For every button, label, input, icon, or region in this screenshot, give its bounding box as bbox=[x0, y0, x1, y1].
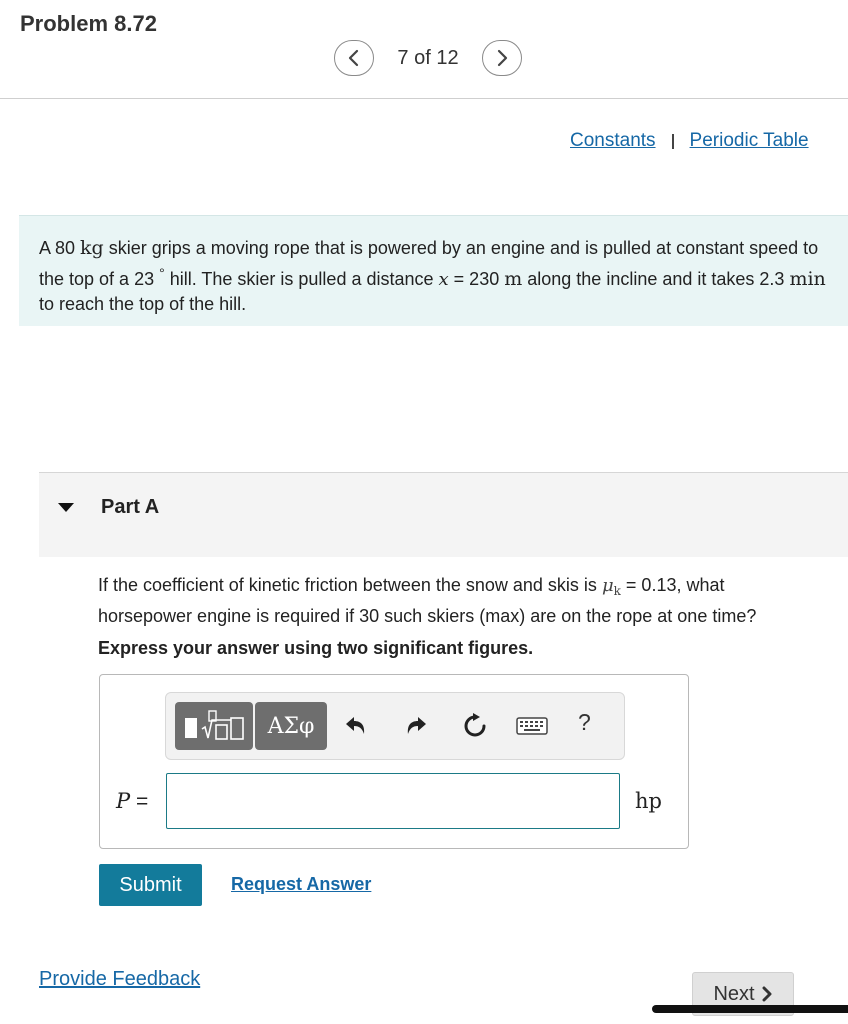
statement-text: = 230 bbox=[448, 268, 505, 289]
reset-icon bbox=[461, 712, 489, 740]
request-answer-link[interactable]: Request Answer bbox=[231, 874, 372, 894]
question-text: If the coefficient of kinetic friction between the snow and skis is bbox=[98, 575, 602, 595]
header-divider bbox=[0, 98, 848, 99]
part-a-label: Part A bbox=[101, 496, 160, 518]
statement-text: to reach the top of the hill. bbox=[39, 294, 247, 314]
answer-variable-label bbox=[116, 789, 148, 814]
reference-links bbox=[570, 130, 809, 152]
statement-text: along the incline and it takes 2.3 bbox=[522, 268, 790, 289]
next-label: Next bbox=[713, 982, 755, 1005]
submit-button[interactable]: Submit bbox=[99, 864, 202, 906]
pager-position: 7 of 12 bbox=[397, 46, 459, 69]
link-separator bbox=[672, 134, 674, 149]
time-unit: min bbox=[789, 267, 826, 290]
help-button[interactable]: ? bbox=[578, 709, 591, 735]
statement-text: hill. The skier is pulled a distance bbox=[164, 268, 439, 289]
answer-instruction: Express your answer using two significant figures. bbox=[98, 638, 534, 658]
collapse-caret-icon[interactable] bbox=[58, 503, 74, 512]
answer-input[interactable] bbox=[166, 773, 620, 829]
variable-name: P bbox=[116, 789, 131, 813]
part-a-header[interactable] bbox=[39, 472, 848, 557]
statement-text: skier grips a moving rope that is powered by an engine and is pulled at constant speed to the top of a 23 bbox=[39, 238, 819, 289]
templates-button[interactable] bbox=[175, 702, 253, 750]
mu-subscript: k bbox=[613, 584, 621, 598]
answer-unit: hp bbox=[635, 789, 662, 813]
home-indicator bbox=[652, 1005, 848, 1013]
chevron-left-icon bbox=[347, 49, 361, 67]
previous-problem-button[interactable] bbox=[334, 40, 374, 76]
distance-variable: x bbox=[438, 268, 449, 290]
redo-button[interactable] bbox=[400, 711, 434, 741]
undo-button[interactable] bbox=[338, 711, 372, 741]
keyboard-button[interactable] bbox=[515, 711, 549, 741]
answer-box bbox=[99, 674, 689, 849]
problem-statement bbox=[19, 215, 848, 326]
degree-symbol: ° bbox=[159, 264, 165, 281]
mass-unit: kg bbox=[80, 237, 104, 259]
next-problem-button[interactable] bbox=[482, 40, 522, 76]
statement-text: A 80 bbox=[39, 238, 81, 258]
problem-title: Problem 8.72 bbox=[20, 11, 157, 36]
mu-symbol: μ bbox=[601, 575, 614, 596]
chevron-right-icon bbox=[761, 986, 773, 1002]
part-a-question bbox=[98, 573, 818, 629]
chevron-right-icon bbox=[495, 49, 509, 67]
distance-unit: m bbox=[504, 267, 523, 290]
question-text: = 0.13, what horsepower engine is required if 30 such skiers (max) are on the rope at one time? bbox=[98, 575, 757, 626]
undo-icon bbox=[342, 714, 368, 738]
greek-symbols-button[interactable]: ΑΣφ bbox=[255, 702, 327, 750]
equals-sign: = bbox=[130, 790, 149, 813]
problem-pager bbox=[334, 40, 522, 76]
provide-feedback-link[interactable]: Provide Feedback bbox=[39, 968, 201, 990]
constants-link[interactable]: Constants bbox=[570, 130, 656, 151]
periodic-table-link[interactable]: Periodic Table bbox=[689, 130, 809, 151]
keyboard-icon bbox=[516, 716, 548, 736]
templates-icon bbox=[182, 708, 246, 744]
math-toolbar bbox=[165, 692, 625, 760]
reset-button[interactable] bbox=[458, 711, 492, 741]
redo-icon bbox=[404, 714, 430, 738]
